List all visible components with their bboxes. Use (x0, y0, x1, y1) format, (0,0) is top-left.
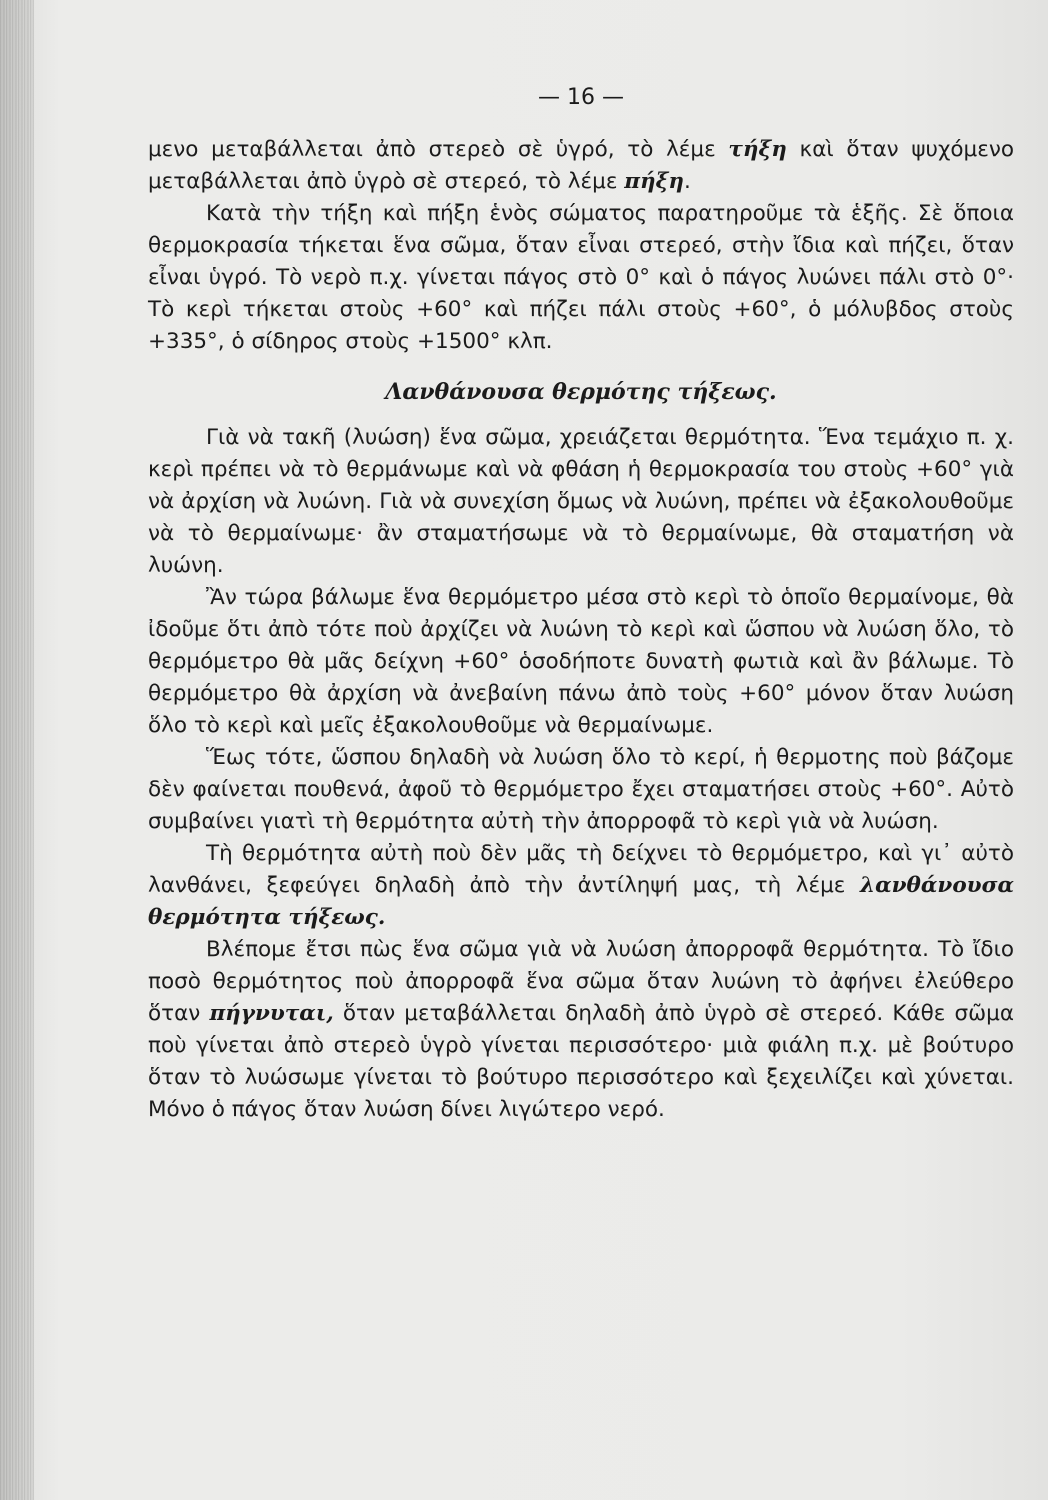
paragraph-5: Ἕως τότε, ὥσπου δηλαδὴ νὰ λυώση ὅλο τὸ κερί, ἡ θερμοτης ποὺ βάζομε δὲν φαίνεται πουθενά, ἀφοῦ τὸ θερμόμετρο ἔχει σταματήσει στοὺς +60°. Αὐτὸ συμβαίνει γιατὶ τὴ θερμότητα αὐτὴ τὴν ἀπορροφᾶ τὸ κερὶ γιὰ νὰ λυώση. (148, 745, 1014, 834)
paragraph-7-text-b: ὅταν μεταβάλλεται δηλαδὴ ἀπὸ ὑγρὸ σὲ στερεό. Κάθε σῶμα ποὺ γίνεται ἀπὸ στερεὸ ὑγρὸ γίνεται περισσότερο· μιὰ φιάλη π.χ. μὲ βούτυρο ὅταν τὸ λυώσωμε γίνεται τὸ βούτυρο περισσότερο καὶ ξεχειλίζει καὶ χύνεται. Μόνο ὁ πάγος ὅταν λυώση δίνει λιγώτερο νερό. (148, 1001, 1014, 1122)
paragraph-2: Κατὰ τὴν τήξη καὶ πήξη ἑνὸς σώματος παρατηροῦμε τὰ ἑξῆς. Σὲ ὅποια θερμοκρασία τήκεται ἕνα σῶμα, ὅταν εἶναι στερεό, στὴν ἴδια καὶ πήζει, ὅταν εἶναι ὑγρό. Τὸ νερὸ π.χ. γίνεται πάγος στὸ 0° καὶ ὁ πάγος λυώνει πάλι στὸ 0°· Τὸ κερὶ τήκεται στοὺς +60° καὶ πήζει πάλι στοὺς +60°, ὁ μόλυβδος στοὺς +335°, ὁ σίδηρος στοὺς +1500° κλπ. (148, 201, 1014, 354)
term-freezing: πήξη (624, 169, 685, 194)
paragraph-1 (148, 134, 1014, 198)
paragraph-7 (148, 934, 1014, 1126)
paragraph-6-text: Τὴ θερμότητα αὐτὴ ποὺ δὲν μᾶς τὴ δείχνει τὸ θερμόμετρο, καὶ γι᾽ αὐτὸ λανθάνει, ξεφεύγει δηλαδὴ ἀπὸ τὴν ἀντίληψή μας, τὴ λέμε (148, 841, 1014, 898)
paragraph-1-text-a: μενο μεταβάλλεται ἀπὸ στερεὸ σὲ ὑγρό, τὸ λέμε (148, 137, 729, 162)
page-text (148, 82, 1014, 1126)
section-heading: Λανθάνουσα θερμότης τήξεως. (385, 379, 777, 405)
term-solidifies: πήγνυται, (209, 1001, 334, 1026)
page-edge-shadow (0, 0, 34, 1500)
term-melting: τήξη (728, 137, 787, 162)
term-latent-heat: λανθάνουσα θερμότητα τήξεως. (148, 873, 1014, 930)
paragraph-1-text-b: καὶ ὅταν ψυχόμενο μεταβάλλεται ἀπὸ ὑγρὸ σὲ στερεό, τὸ λέμε (148, 137, 1014, 194)
page-number: — 16 — (538, 85, 624, 110)
paragraph-1-text-c: . (684, 169, 691, 194)
paragraph-4: Ἂν τώρα βάλωμε ἕνα θερμόμετρο μέσα στὸ κερὶ τὸ ὁποῖο θερμαίνομε, θὰ ἰδοῦμε ὅτι ἀπὸ τότε ποὺ ἀρχίζει νὰ λυώνη τὸ κερὶ καὶ ὥσπου νὰ λυώση ὅλο, τὸ θερμόμετρο θὰ μᾶς δείχνη +60° ὁσοδήποτε δυνατὴ φωτιὰ καὶ ἂν βάλωμε. Τὸ θερμόμετρο θὰ ἀρχίση νὰ ἀνεβαίνη πάνω ἀπὸ τοὺς +60° μόνον ὅταν λυώση ὅλο τὸ κερὶ καὶ μεῖς ἐξακολουθοῦμε νὰ θερμαίνωμε. (148, 585, 1014, 738)
paragraph-3: Γιὰ νὰ τακῆ (λυώση) ἕνα σῶμα, χρειάζεται θερμότητα. Ἕνα τεμάχιο π. χ. κερὶ πρέπει νὰ τὸ θερμάνωμε καὶ νὰ φθάση ἡ θερμοκρασία του στοὺς +60° γιὰ νὰ ἀρχίση νὰ λυώνη. Γιὰ νὰ συνεχίση ὅμως νὰ λυώνη, πρέπει νὰ ἐξακολουθοῦμε νὰ τὸ θερμαίνωμε· ἂν σταματήσωμε νὰ τὸ θερμαίνωμε, θὰ σταματήση νὰ λυώνη. (148, 425, 1014, 578)
paragraph-7-text-a: Βλέπομε ἔτσι πὼς ἕνα σῶμα γιὰ νὰ λυώση ἀπορροφᾶ θερμότητα. Τὸ ἴδιο ποσὸ θερμότητος ποὺ ἀπορροφᾶ ἕνα σῶμα ὅταν λυώνη τὸ ἀφήνει ἐλεύθερο ὅταν (148, 937, 1014, 1026)
paragraph-6 (148, 838, 1014, 934)
